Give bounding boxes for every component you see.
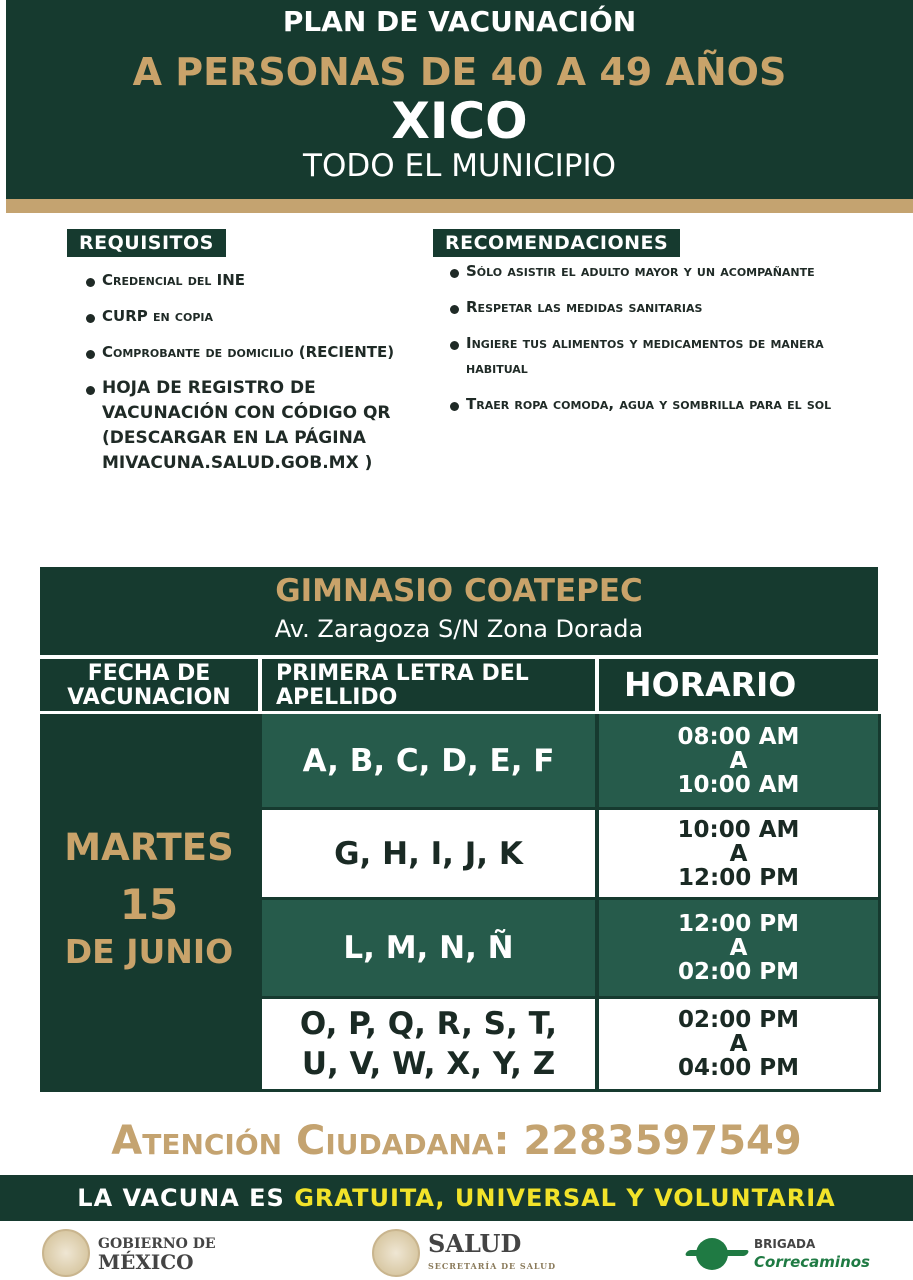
slogan-prefix: LA VACUNA ES: [77, 1184, 285, 1212]
salud-logo-line2: SECRETARÍA DE SALUD: [428, 1261, 556, 1271]
gobierno-mexico-logo: [42, 1226, 216, 1280]
header-fecha: FECHA DE VACUNACION: [40, 659, 258, 711]
time-cell: [599, 999, 878, 1089]
letters-cell: G, H, I, J, K: [262, 810, 595, 897]
slogan-highlight: GRATUITA, UNIVERSAL Y VOLUNTARIA: [294, 1184, 836, 1212]
recomendaciones-heading: RECOMENDACIONES: [433, 229, 680, 257]
table-row: [262, 900, 878, 996]
coverage: TODO EL MUNICIPIO: [303, 148, 616, 184]
time-end: 12:00 PM: [678, 864, 799, 891]
time-start: 02:00 PM: [678, 1007, 799, 1033]
time-start: 08:00 AM: [677, 723, 800, 750]
contact-phone: 2283597549: [523, 1118, 802, 1164]
table-row: [262, 999, 878, 1089]
time-cell: [599, 810, 878, 897]
gob-logo-line1: GOBIERNO DE: [98, 1236, 216, 1252]
roadrunner-emblem-icon: [686, 1236, 748, 1270]
time-sep: A: [729, 747, 748, 774]
contact-line: [0, 1118, 913, 1164]
age-group: A PERSONAS DE 40 A 49 AÑOS: [132, 50, 787, 94]
time-end: 10:00 AM: [677, 771, 800, 798]
gob-logo-line2: MÉXICO: [98, 1250, 194, 1274]
vaccine-slogan: [0, 1175, 913, 1221]
brigada-logo-line1: BRIGADA: [754, 1237, 816, 1251]
letters-cell: A, B, C, D, E, F: [262, 714, 595, 807]
requisitos-list: [86, 268, 426, 487]
time-sep: A: [729, 1031, 748, 1057]
eagle-seal-icon: [372, 1229, 420, 1277]
date-day: 15: [119, 880, 179, 929]
eagle-seal-icon: [42, 1229, 90, 1277]
list-item: CURP en copia: [86, 304, 426, 329]
list-item: Sólo asistir el adulto mayor y un acompañante: [450, 259, 870, 284]
time-cell: [599, 900, 878, 996]
letters-cell: O, P, Q, R, S, T, U, V, W, X, Y, Z: [262, 999, 595, 1089]
list-item: Respetar las medidas sanitarias: [450, 295, 870, 320]
brigada-correcaminos-logo: [686, 1226, 870, 1280]
date-month: DE JUNIO: [64, 932, 234, 971]
time-sep: A: [729, 935, 748, 961]
venue-name: GIMNASIO COATEPEC: [275, 573, 643, 609]
gold-divider: [6, 199, 913, 213]
time-start: 12:00 PM: [678, 911, 799, 937]
venue-address: Av. Zaragoza S/N Zona Dorada: [274, 615, 644, 643]
list-item: Comprobante de domicilio (RECIENTE): [86, 340, 426, 365]
table-row: [262, 714, 878, 807]
letters-cell: L, M, N, Ñ: [262, 900, 595, 996]
list-item: HOJA DE REGISTRO DE VACUNACIÓN CON CÓDIGO QR (DESCARGAR EN LA PÁGINA MIVACUNA.SALUD.GOB.MX ): [86, 376, 426, 476]
header-horario: HORARIO: [599, 659, 878, 711]
time-cell: [599, 714, 878, 807]
time-end: 02:00 PM: [678, 959, 799, 985]
recomendaciones-list: [450, 259, 870, 428]
table-row: [262, 810, 878, 897]
requisitos-heading: REQUISITOS: [67, 229, 226, 257]
plan-title: PLAN DE VACUNACIÓN: [282, 5, 637, 38]
list-item: Ingiere tus alimentos y medicamentos de manera habitual: [450, 331, 870, 381]
header-banner: [6, 0, 913, 199]
list-item: Traer ropa comoda, agua y sombrilla para el sol: [450, 392, 870, 417]
date-cell: [40, 714, 258, 1092]
contact-label: Atención Ciudadana:: [111, 1118, 510, 1164]
header-letra: PRIMERA LETRA DEL APELLIDO: [262, 659, 595, 711]
time-sep: A: [729, 840, 748, 867]
time-end: 04:00 PM: [678, 1055, 799, 1081]
list-item: Credencial del INE: [86, 268, 426, 293]
time-start: 10:00 AM: [677, 816, 800, 843]
salud-logo: [372, 1226, 556, 1280]
salud-logo-line1: SALUD: [428, 1229, 522, 1258]
municipality: XICO: [391, 92, 528, 150]
date-weekday: MARTES: [64, 826, 234, 869]
venue-box: [40, 567, 878, 655]
brigada-logo-line2: Correcaminos: [754, 1253, 870, 1271]
